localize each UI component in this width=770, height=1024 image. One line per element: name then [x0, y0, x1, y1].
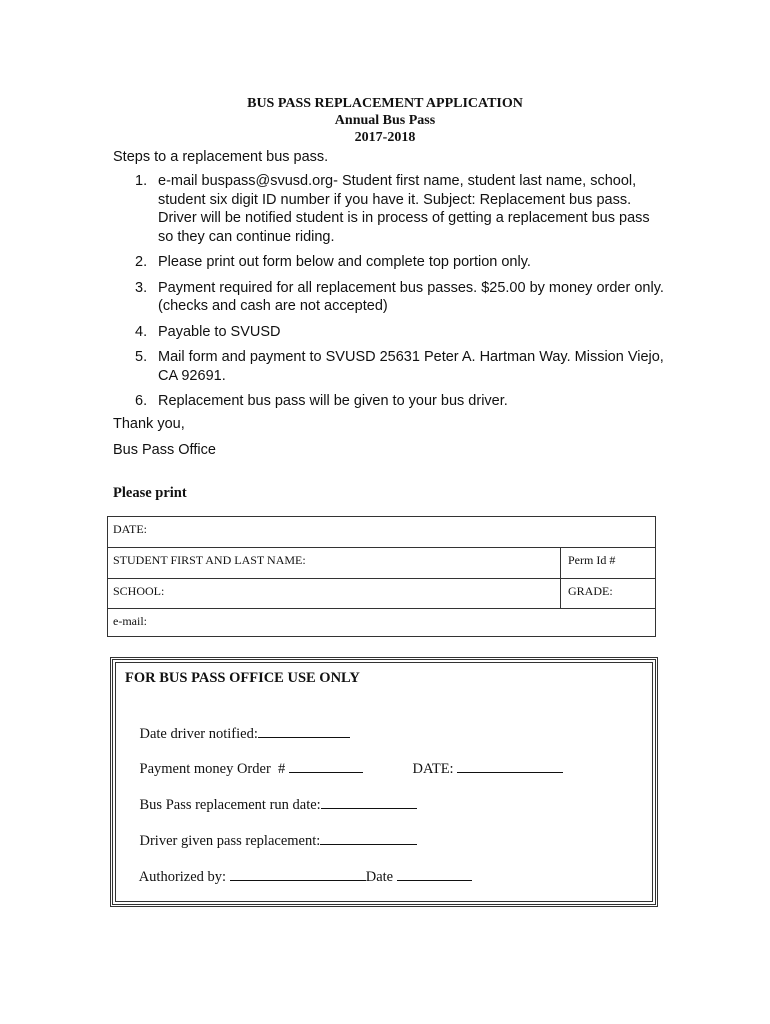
list-item: 5. Mail form and payment to SVUSD 25631 Peter A. Hartman Way. Mission Viejo, CA 92691. [135, 349, 664, 384]
closing-thanks: Thank you, [113, 416, 185, 432]
authorized-line: Authorized by: Date [125, 849, 472, 903]
date-notified-line: Date driver notified: [125, 706, 350, 760]
document-title: BUS PASS REPLACEMENT APPLICATION [247, 96, 523, 111]
intro-text: Steps to a replacement bus pass. [113, 149, 329, 165]
payment-line: Payment money Order # [125, 741, 363, 795]
authorized-blank[interactable] [230, 866, 366, 881]
date-label: DATE: [113, 522, 147, 536]
closing-signature: Bus Pass Office [113, 442, 216, 458]
list-item: 3. Payment required for all replacement bus passes. $25.00 by money order only. (checks and cash are not accepted) [135, 279, 664, 314]
date-notified-blank[interactable] [258, 723, 350, 738]
driver-given-blank[interactable] [320, 830, 417, 845]
driver-given-line: Driver given pass replacement: [125, 813, 417, 867]
name-row [108, 547, 655, 579]
document-header [0, 95, 770, 146]
school-label: SCHOOL: [113, 584, 165, 598]
list-item: 1. e-mail buspass@svusd.org- Student first name, student last name, school, student six digit ID number if you have it. Subject: Replacement bus pass. Driver will be notified student is in process of getting a replacement bus pass so they can continue riding. [135, 173, 650, 245]
document-year: 2017-2018 [354, 130, 416, 145]
steps-list [135, 172, 665, 418]
payment-date-blank[interactable] [457, 758, 563, 773]
list-item: 2. Please print out form below and complete top portion only. [135, 254, 531, 270]
office-heading: FOR BUS PASS OFFICE USE ONLY [125, 670, 360, 686]
email-row[interactable] [108, 608, 655, 637]
perm-id-label: Perm Id # [568, 553, 616, 567]
run-date-line: Bus Pass replacement run date: [125, 777, 417, 831]
date-row[interactable] [108, 517, 655, 547]
school-row [108, 578, 655, 609]
run-date-blank[interactable] [321, 794, 417, 809]
office-use-box [110, 657, 658, 907]
list-item: 6. Replacement bus pass will be given to your bus driver. [135, 393, 508, 409]
payment-date-line: DATE: [398, 741, 563, 795]
student-name-label: STUDENT FIRST AND LAST NAME: [113, 553, 306, 567]
list-item: 4. Payable to SVUSD [135, 323, 281, 340]
grade-label: GRADE: [568, 584, 613, 598]
money-order-blank[interactable] [289, 758, 363, 773]
document-subtitle: Annual Bus Pass [334, 113, 436, 128]
student-info-table [107, 516, 656, 637]
email-label: e-mail: [113, 614, 147, 628]
please-print-label: Please print [113, 485, 187, 501]
table-divider [560, 548, 561, 579]
auth-date-blank[interactable] [397, 866, 472, 881]
table-divider [560, 579, 561, 609]
